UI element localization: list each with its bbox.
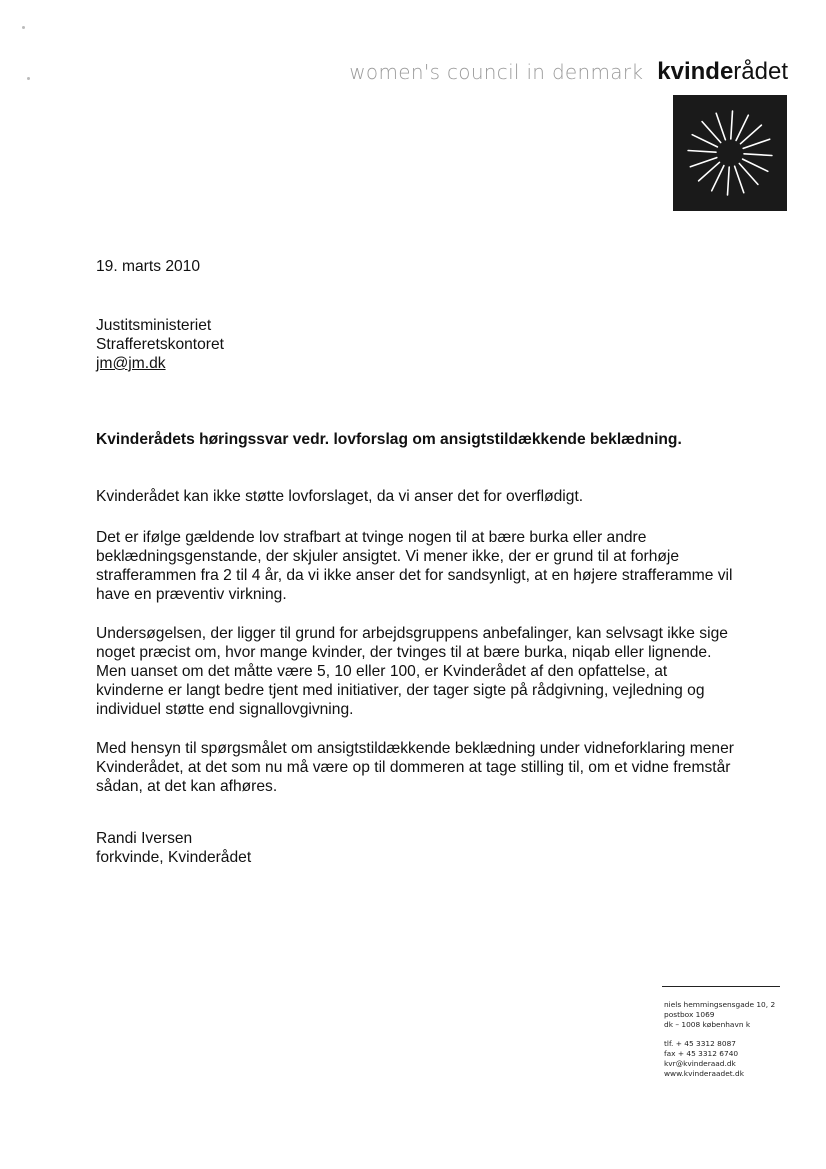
sunburst-ray	[688, 151, 716, 153]
letter-subject: Kvinderådets høringssvar vedr. lovforslag om ansigtstildækkende beklædning.	[96, 431, 682, 448]
sunburst-ray	[743, 159, 768, 171]
sunburst-ray	[716, 113, 725, 140]
sunburst-ray	[699, 162, 720, 181]
sunburst-ray	[743, 139, 770, 148]
recipient-office: Strafferetskontoret	[96, 336, 224, 353]
sunburst-ray	[735, 166, 744, 193]
footer-phone: tlf. + 45 3312 8087	[664, 1039, 736, 1048]
sunburst-icon	[673, 95, 787, 211]
scan-speck	[22, 26, 25, 29]
sunburst-ray	[736, 115, 748, 140]
letterhead-wordmark	[657, 58, 788, 86]
body-paragraph: Kvinderådet kan ikke støtte lovforslaget, da vi anser det for overflødigt.	[96, 488, 584, 505]
footer-address-street: niels hemmingsensgade 10, 2	[664, 1000, 776, 1009]
wordmark-light: rådet	[733, 58, 788, 85]
signature-block	[96, 829, 251, 867]
footer-fax: fax + 45 3312 6740	[664, 1049, 739, 1058]
sunburst-ray	[744, 154, 772, 156]
letterhead	[349, 58, 788, 86]
wordmark-bold: kvinde	[657, 58, 734, 85]
footer-email: kvr@kvinderaad.dk	[664, 1059, 736, 1068]
footer-address-city: dk – 1008 københavn k	[664, 1020, 751, 1029]
sunburst-ray	[728, 167, 730, 195]
footer-website: www.kvinderaadet.dk	[664, 1069, 744, 1078]
sunburst-ray	[692, 135, 717, 147]
sunburst-ray	[731, 111, 733, 139]
sunburst-ray	[702, 122, 721, 143]
signatory-title: forkvinde, Kvinderådet	[96, 849, 252, 866]
body-paragraph: Det er ifølge gældende lov strafbart at tvinge nogen til at bære burka eller andre beklædningsgenstande, der skjuler ansigtet. Vi mener ikke, der er grund til at forhøje strafferammen fra 2 til 4 år, da vi ikke anser det for sandsynligt, at en højere strafferamme vil have en præventiv virkning.	[96, 529, 733, 603]
recipient-ministry: Justitsministeriet	[96, 317, 212, 334]
recipient-block	[96, 316, 224, 373]
body-paragraph: Undersøgelsen, der ligger til grund for arbejdsgruppens anbefalinger, kan selvsagt ikke sige noget præcist om, hvor mange kvinder, der tvinges til at bære burka, niqab eller lignende. Men uanset om det måtte være 5, 10 eller 100, er Kvinderådet af den opfattelse, at kvinderne er langt bedre tjent med initiativer, der tager sigte på rådgivning, vejledning og individuel støtte end signallovgivning.	[96, 625, 728, 718]
footer-divider	[662, 986, 780, 987]
signatory-name: Randi Iversen	[96, 830, 193, 847]
letter-date: 19. marts 2010	[96, 258, 201, 275]
sunburst-ray	[712, 166, 724, 191]
recipient-email-link[interactable]: jm@jm.dk	[96, 355, 166, 372]
footer-contact	[664, 1000, 775, 1079]
sunburst-ray	[690, 158, 717, 167]
footer-address-postbox: postbox 1069	[664, 1010, 715, 1019]
letterhead-tagline: women's council in denmark	[349, 60, 644, 84]
sunburst-logo-svg	[673, 95, 787, 211]
body-paragraph: Med hensyn til spørgsmålet om ansigtstildækkende beklædning under vidneforklaring mener Kvinderådet, at det som nu må være op til dommeren at tage stilling til, om et vidne fremstår sådan, at det kan afhøres.	[96, 740, 734, 795]
sunburst-ray	[739, 164, 758, 185]
scan-speck	[27, 77, 30, 80]
sunburst-ray	[741, 125, 762, 144]
